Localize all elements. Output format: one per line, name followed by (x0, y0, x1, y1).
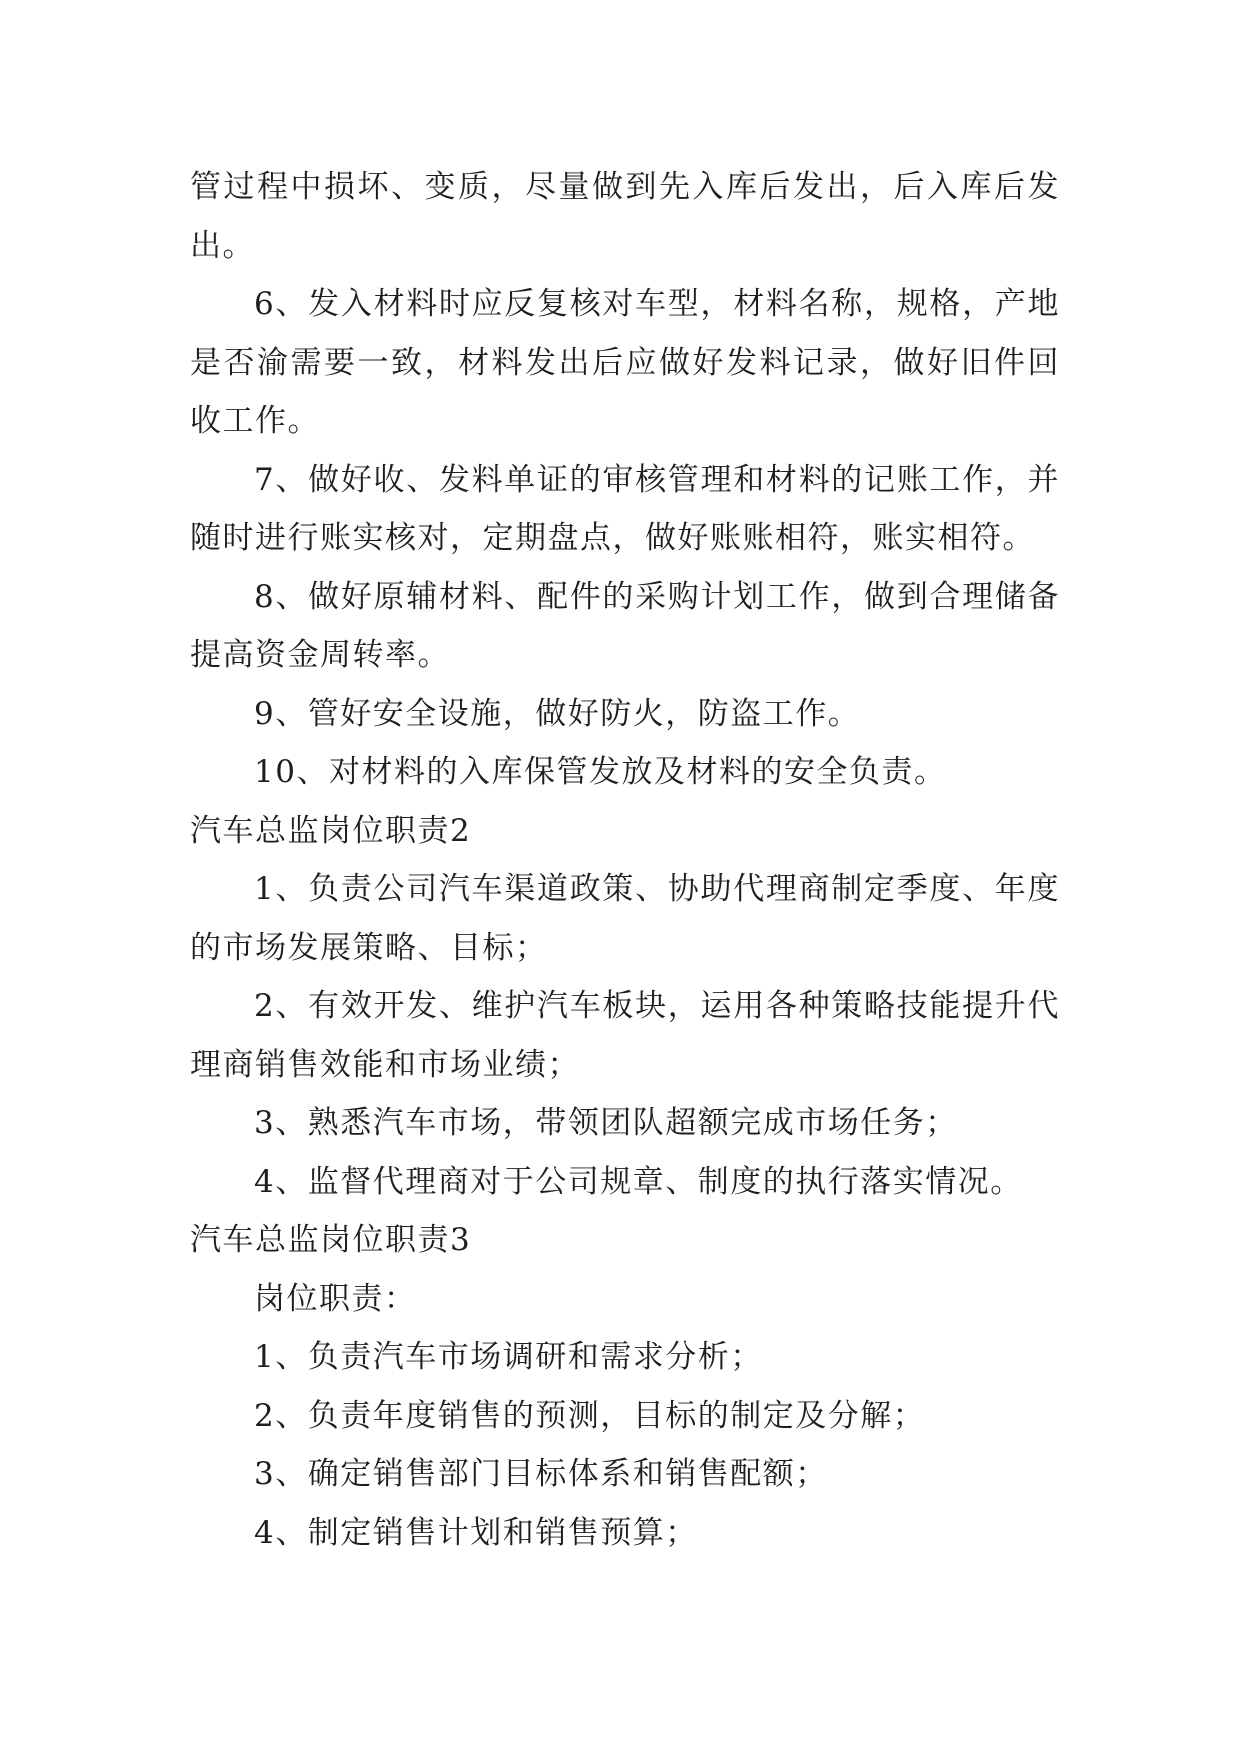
list-item-4: 4、制定销售计划和销售预算； (254, 1514, 698, 1551)
list-item-9: 9、管好安全设施，做好防火，防盗工作。 (254, 695, 861, 732)
list-item-3: 3、确定销售部门目标体系和销售配额； (254, 1456, 828, 1492)
list-item-4: 4、监督代理商对于公司规章、制度的执行落实情况。 (254, 1163, 1023, 1200)
list-item-3: 3、熟悉汽车市场，带领团队超额完成市场任务； (254, 1105, 958, 1141)
list-item-2: 2、负责年度销售的预测，目标的制定及分解； (254, 1397, 926, 1434)
list-item-10: 10、对材料的入库保管发放及材料的安全负责。 (254, 754, 947, 790)
list-item-2: 2、有效开发、维护汽车板块，运用各种策略技能提升代理商销售效能和市场业绩； (190, 988, 1060, 1083)
list-item-7: 7、做好收、发料单证的审核管理和材料的记账工作，并随时进行账实核对，定期盘点，做好账账相符，账实相符。 (190, 461, 1060, 556)
list-item-6: 6、发入材料时应反复核对车型，材料名称，规格，产地是否渝需要一致，材料发出后应做好发料记录，做好旧件回收工作。 (190, 286, 1060, 439)
section-heading-2: 汽车总监岗位职责2 (190, 812, 472, 849)
list-item-1: 1、负责汽车市场调研和需求分析； (254, 1339, 763, 1375)
list-item-8: 8、做好原辅材料、配件的采购计划工作，做到合理储备提高资金周转率。 (190, 578, 1060, 673)
list-item-1: 1、负责公司汽车渠道政策、协助代理商制定季度、年度的市场发展策略、目标； (190, 871, 1060, 966)
subsection-label: 岗位职责： (254, 1280, 417, 1317)
paragraph-continuation: 管过程中损坏、变质，尽量做到先入库后发出，后入库后发出。 (190, 169, 1060, 264)
section-heading-3: 汽车总监岗位职责3 (190, 1222, 472, 1258)
document-body (190, 158, 1060, 1562)
